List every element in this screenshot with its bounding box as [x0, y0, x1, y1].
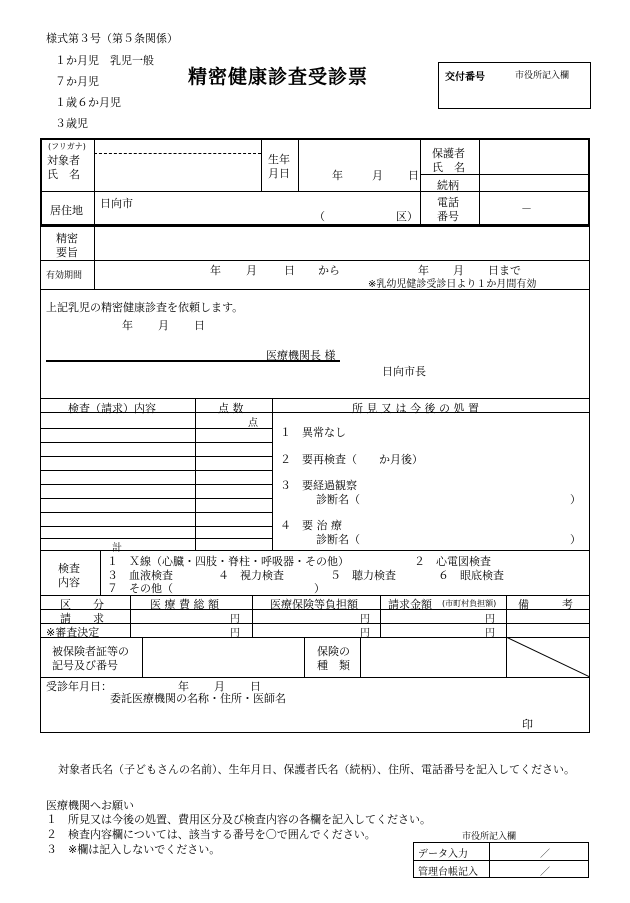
ledger-entry-slash[interactable]: ／ [540, 867, 550, 878]
validity-to-day: 日まで [488, 264, 521, 277]
insured-number-input[interactable] [144, 639, 303, 676]
subject-name-input[interactable] [96, 156, 260, 189]
finding-treatment[interactable]: ４ 要 治 療 [280, 519, 342, 532]
dob-label-2: 月日 [268, 167, 290, 180]
request-title: 医療機関へお願い [46, 799, 134, 812]
request-day: 日 [194, 319, 205, 332]
test-fundus[interactable]: ６ 眼底検査 [438, 569, 504, 582]
yen-unit: 円 [230, 614, 240, 625]
address-ward-open: （ [314, 210, 325, 223]
exam-content-header: 検査（請求）内容 [68, 402, 156, 415]
finding-observation-close: ） [570, 493, 581, 506]
validity-to-month: 月 [453, 264, 464, 277]
mayor-label: 日向市長 [382, 365, 426, 378]
yen-unit: 円 [230, 628, 240, 639]
request-text: 上記乳児の精密健康診査を依頼します。 [46, 301, 244, 314]
relation-label: 続柄 [437, 179, 459, 192]
footer-city-field-label: 市役所記入欄 [462, 832, 517, 842]
guardian-label: 保護者 [432, 147, 465, 160]
test-hearing[interactable]: ５ 聴力検査 [330, 569, 396, 582]
exam-total-label: 計 [112, 543, 122, 554]
insured-number-label-2: 記号及び番号 [52, 659, 118, 672]
insurance-slash-cell [506, 637, 590, 677]
subject-name-label: 対象者 [47, 154, 80, 167]
dob-label: 生年 [268, 153, 290, 166]
guardian-label-2: 氏 名 [432, 161, 465, 174]
findings-header: 所 見 又 は 今 後 の 処 置 [352, 402, 479, 415]
seal-mark: 印 [522, 718, 533, 731]
exam-points-header: 点 数 [218, 402, 244, 415]
finding-observation[interactable]: ３ 要経過観察 [280, 479, 357, 492]
request-item-1: １ 所見又は今後の処置、費用区分及び検査内容の各欄を記入してください。 [46, 813, 431, 826]
test-xray[interactable]: １ Ｘ線（心臓・四肢・脊柱・呼吸器・その他） [107, 555, 349, 568]
test-vision[interactable]: ４ 視力検査 [218, 569, 284, 582]
age-category-2: ７か月児 [55, 75, 99, 88]
validity-from-month: 月 [246, 264, 257, 277]
instruction-text: 対象者氏名（子どもさんの名前）、生年月日、保護者氏名（続柄）、住所、電話番号を記入してください。 [58, 763, 575, 776]
exam-points-input[interactable] [197, 414, 271, 538]
visit-date-label: 受診年月日： [46, 680, 112, 693]
guardian-name-input[interactable] [481, 140, 588, 173]
insurance-type-input[interactable] [362, 639, 505, 676]
billing-insurance-header: 医療保険等負担額 [270, 598, 358, 611]
form-title: 精密健康診査受診票 [188, 66, 369, 88]
institution-info-label: 委託医療機関の名称・住所・医師名 [110, 692, 286, 705]
institution-head-label: 医療機関長 様 [266, 349, 336, 362]
finding-recheck[interactable]: ２ 要再検査（ か月後） [280, 453, 423, 466]
institution-name-input[interactable] [46, 330, 256, 358]
billing-remarks-input[interactable] [508, 610, 589, 636]
purpose-label: 精密 [56, 232, 78, 245]
phone-input[interactable] [481, 194, 588, 224]
billing-row-review: ※審査決定 [46, 626, 100, 639]
request-item-3: ３ ※欄は記入しないでください。 [46, 843, 221, 856]
tests-label-2: 内容 [58, 576, 80, 589]
billing-category-header: 区 分 [60, 598, 104, 611]
finding-normal[interactable]: １ 異常なし [280, 426, 346, 439]
points-unit: 点 [248, 418, 258, 429]
billing-total-header: 医 療 費 総 額 [150, 598, 219, 611]
address-input[interactable] [140, 194, 418, 224]
address-city: 日向市 [100, 197, 133, 210]
issue-number-label: 交付番号 [445, 72, 485, 83]
validity-to-year: 年 [418, 264, 429, 277]
billing-claim-note: (市町村負担額) [442, 599, 497, 608]
data-entry-label: データ入力 [418, 849, 468, 860]
phone-label: 電話 [437, 196, 459, 209]
insured-number-label: 被保険者証等の [52, 645, 129, 658]
form-number: 様式第３号（第５条関係） [46, 32, 178, 45]
request-year: 年 [122, 319, 133, 332]
billing-remarks-header: 備 考 [518, 598, 573, 611]
age-category-3: １歳６か月児 [55, 96, 121, 109]
exam-content-input[interactable] [42, 414, 194, 538]
validity-from: から [318, 264, 340, 277]
yen-unit: 円 [485, 628, 495, 639]
address-label: 居住地 [50, 204, 83, 217]
city-field-label: 市役所記入欄 [515, 71, 570, 81]
validity-from-day: 日 [284, 264, 295, 277]
finding-treatment-diagnosis: 診断名（ [316, 533, 360, 546]
insurance-type-label-2: 種 類 [317, 659, 350, 672]
yen-unit: 円 [485, 614, 495, 625]
institution-info-input[interactable] [110, 704, 580, 730]
yen-unit: 円 [360, 628, 370, 639]
billing-row-claim: 請 求 [60, 612, 104, 625]
test-blood[interactable]: ３ 血液検査 [107, 569, 173, 582]
dob-day: 日 [408, 169, 419, 182]
validity-label: 有効期間 [46, 271, 83, 281]
visit-month: 月 [214, 680, 225, 693]
subject-name-label-2: 氏 名 [47, 168, 80, 181]
visit-day: 日 [250, 680, 261, 693]
finding-treatment-close: ） [570, 533, 581, 546]
address-ward-label: 区） [396, 210, 418, 223]
visit-year: 年 [178, 680, 189, 693]
finding-observation-diagnosis: 診断名（ [316, 493, 360, 506]
furigana-input[interactable] [96, 140, 260, 152]
phone-label-2: 番号 [437, 210, 459, 223]
billing-claim-header: 請求金額 [388, 598, 432, 611]
purpose-input[interactable] [96, 228, 588, 258]
ledger-entry-label: 管理台帳記入 [418, 867, 478, 878]
validity-note: ※乳幼児健診受診日より１か月間有効 [368, 279, 537, 290]
dob-year: 年 [332, 169, 343, 182]
request-item-2: ２ 検査内容欄については、該当する番号を〇で囲んでください。 [46, 828, 376, 841]
relation-input[interactable] [481, 176, 588, 190]
age-category-4: ３歳児 [55, 117, 88, 130]
purpose-label-2: 要旨 [56, 246, 78, 259]
validity-from-year: 年 [210, 264, 221, 277]
dob-month: 月 [372, 169, 383, 182]
insurance-type-label: 保険の [317, 645, 350, 658]
test-other-close: ） [314, 582, 325, 595]
data-entry-slash[interactable]: ／ [540, 849, 550, 860]
furigana-label: (フリガナ) [48, 142, 86, 151]
test-other[interactable]: ７ その他（ [107, 582, 173, 595]
phone-dash: － [521, 202, 532, 215]
dob-input[interactable] [300, 140, 418, 190]
tests-label: 検査 [58, 562, 80, 575]
test-ecg[interactable]: ２ 心電図検査 [414, 555, 491, 568]
request-month: 月 [158, 319, 169, 332]
yen-unit: 円 [360, 614, 370, 625]
age-category-1: １か月児 乳児一般 [55, 54, 154, 67]
